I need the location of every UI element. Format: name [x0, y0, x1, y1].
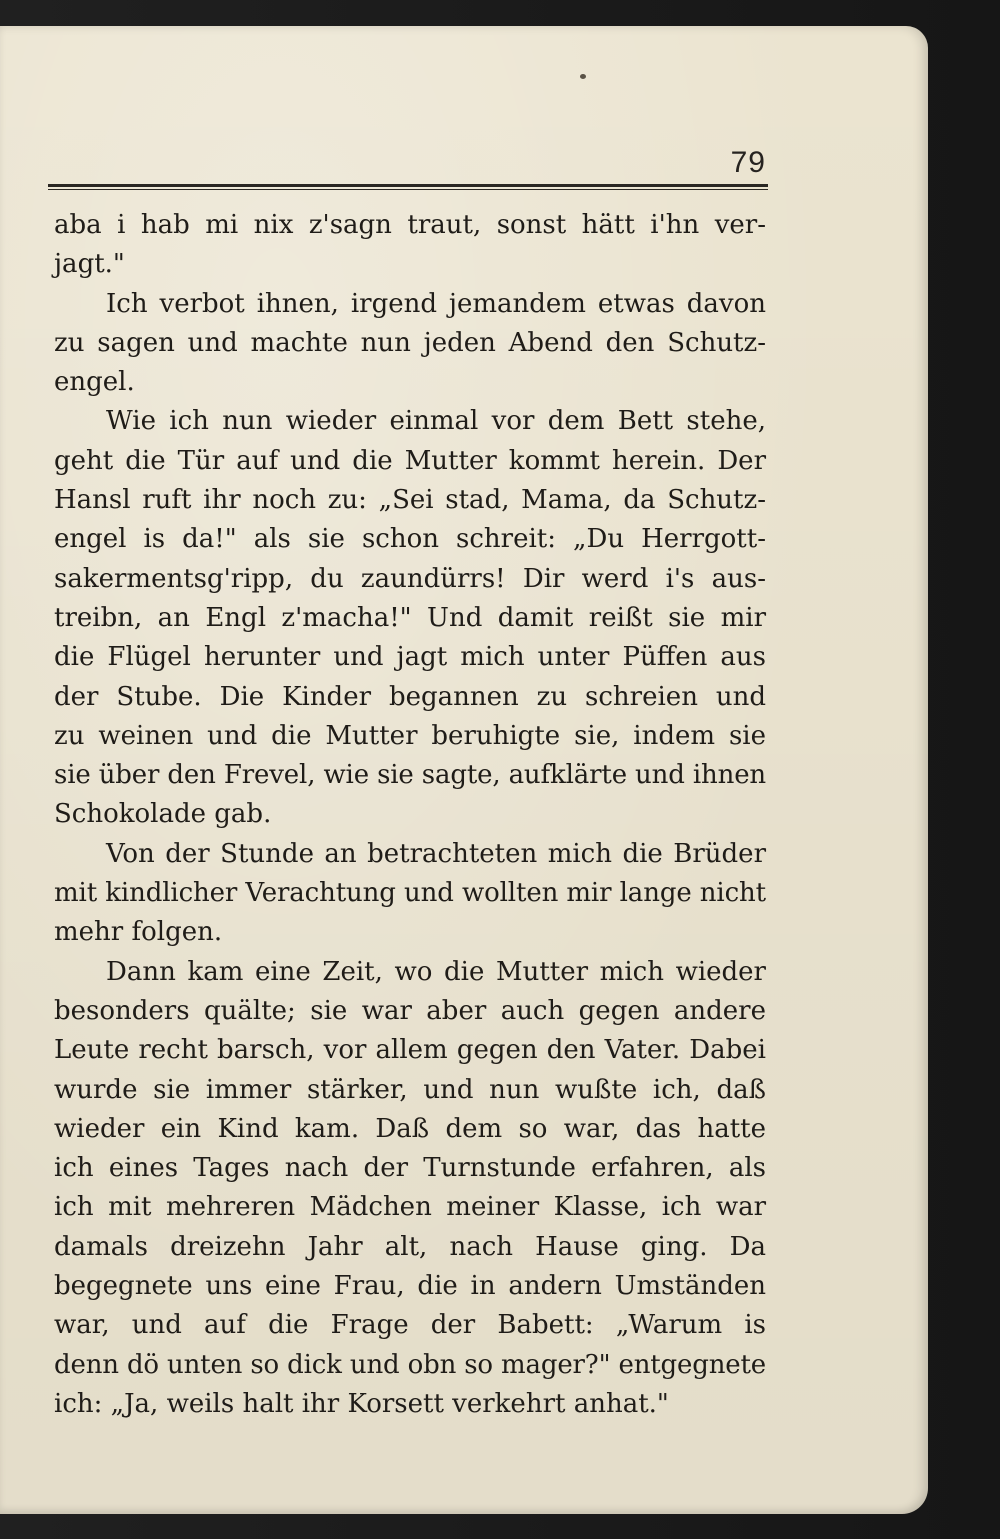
body-text [54, 206, 766, 1424]
text-line: ich mit mehreren Mädchen meiner Klasse, ich war [54, 1192, 766, 1223]
text-line: begegnete uns eine Frau, die in andern Umständen [54, 1271, 766, 1302]
ink-speck [580, 74, 586, 79]
text-line: damals dreizehn Jahr alt, nach Hause ging. Da [54, 1231, 766, 1262]
text-line: mit kindlicher Verachtung und wollten mir lange nicht [54, 878, 766, 909]
book-page [0, 26, 928, 1514]
text-line: Schokolade gab. [54, 799, 272, 830]
text-line: zu sagen und machte nun jeden Abend den Schutz- [54, 327, 766, 358]
text-line: war, und auf die Frage der Babett: „Warum is [54, 1310, 766, 1341]
text-line: aba i hab mi nix z'sagn traut, sonst hätt i'hn ver- [54, 210, 766, 240]
text-line: engel. [54, 367, 135, 398]
text-line: mehr folgen. [54, 917, 223, 948]
text-line: die Flügel herunter und jagt mich unter Püffen aus [54, 642, 766, 673]
text-line: ich: „Ja, weils halt ihr Korsett verkehrt anhat." [54, 1388, 669, 1419]
text-line: sie über den Frevel, wie sie sagte, aufklärte und ihnen [54, 760, 767, 791]
text-line: engel is da!" als sie schon schreit: „Du Herrgott- [54, 524, 766, 555]
page-number: 79 [730, 146, 766, 179]
text-line: der Stube. Die Kinder begannen zu schreien und [54, 681, 766, 712]
text-line: geht die Tür auf und die Mutter kommt herein. Der [54, 445, 766, 476]
header-rule [48, 184, 768, 187]
text-line: Hansl ruft ihr noch zu: „Sei stad, Mama, da Schutz- [54, 485, 766, 516]
text-line: Ich verbot ihnen, irgend jemandem etwas davon [106, 288, 766, 319]
text-line: Von der Stunde an betrachteten mich die Brüder [106, 838, 766, 869]
text-line: wurde sie immer stärker, und nun wußte ich, daß [54, 1074, 766, 1105]
text-line: sakermentsg'ripp, du zaundürrs! Dir werd i's aus- [54, 563, 766, 594]
text-line: wieder ein Kind kam. Daß dem so war, das hatte [54, 1113, 766, 1144]
text-line: Dann kam eine Zeit, wo die Mutter mich wieder [106, 956, 766, 987]
text-line: jagt." [54, 249, 125, 280]
header-rule-thin [48, 189, 768, 190]
text-line: Wie ich nun wieder einmal vor dem Bett stehe, [106, 406, 766, 437]
text-line: ich eines Tages nach der Turnstunde erfahren, als [54, 1153, 766, 1184]
text-line: besonders quälte; sie war aber auch gegen andere [54, 995, 766, 1026]
text-line: Leute recht barsch, vor allem gegen den Vater. Dabei [54, 1035, 766, 1066]
text-line: treibn, an Engl z'macha!" Und damit reißt sie mir [54, 602, 766, 633]
page-header [48, 144, 768, 192]
text-line: denn dö unten so dick und obn so mager?" entgegnete [54, 1349, 766, 1380]
text-line: zu weinen und die Mutter beruhigte sie, indem sie [54, 720, 766, 751]
